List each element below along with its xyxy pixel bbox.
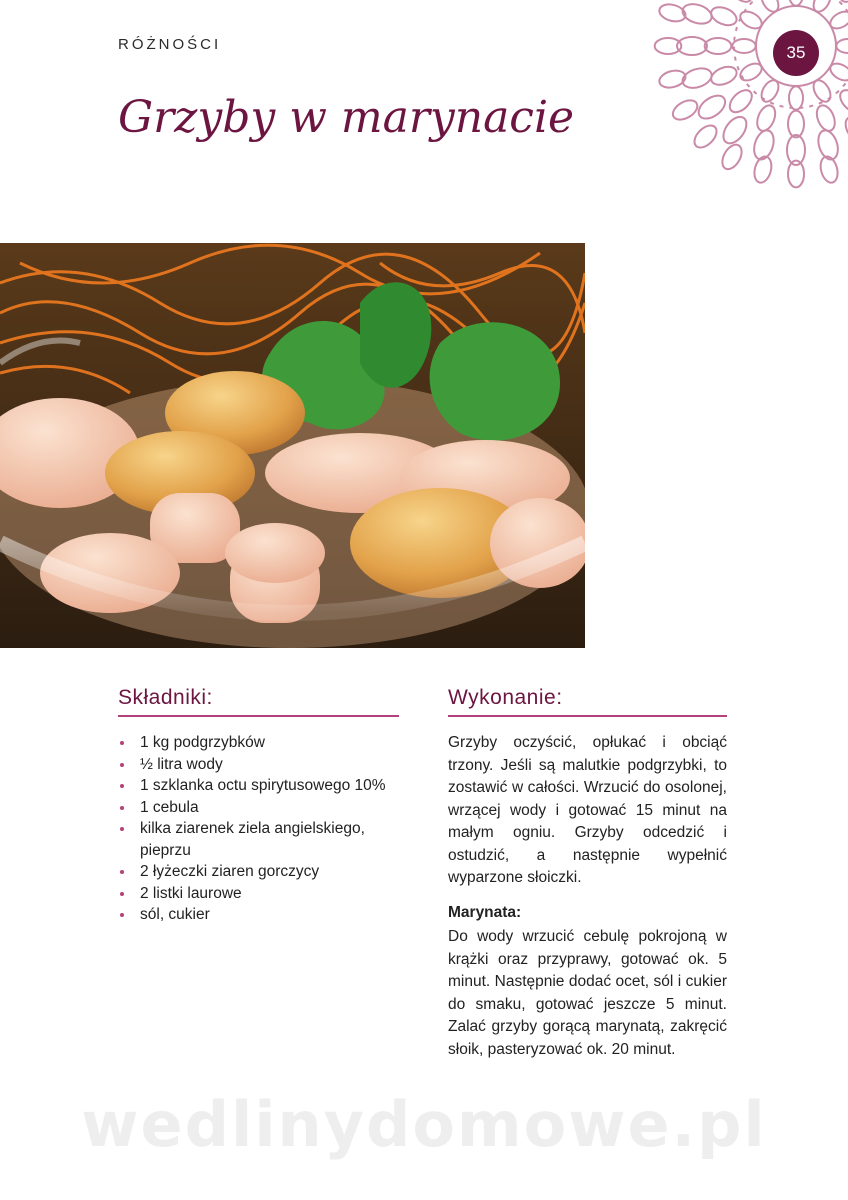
ingredient-item: 1 cebula (118, 797, 408, 819)
ingredients-rule (118, 715, 399, 717)
ingredient-item: 2 łyżeczki ziaren gorczycy (118, 861, 408, 883)
ingredients-heading: Składniki: (118, 686, 213, 709)
recipe-title: Grzyby w marynacie (118, 92, 575, 143)
ingredient-item: 1 szklanka octu spirytusowego 10% (118, 775, 408, 797)
method-rule (448, 715, 727, 717)
method-text: Grzyby oczyścić, opłukać i obciąć trzony. Jeśli są malutkie podgrzybki, to zostawić w całości. Wrzucić do osolonej, wrzącej wody i gotować 15 minut na małym ogniu. Grzyby odcedzić i ostudzić, a następnie wypełnić wyparzone słoiczki. (448, 734, 727, 886)
ingredient-item: 2 listki laurowe (118, 883, 408, 905)
watermark: wedlinydomowe.pl (81, 1088, 767, 1161)
ingredient-item: sól, cukier (118, 904, 408, 926)
section-label: RÓŻNOŚCI (118, 36, 222, 53)
marinade-text: Do wody wrzucić cebulę pokrojoną w krążki oraz przyprawy, gotować ok. 5 minut. Następnie dodać ocet, sól i cukier do smaku, gotować jeszcze 5 minut. Zalać grzyby gorącą marynatą, zakręcić słoik, pasteryzować ok. 20 minut. (448, 928, 727, 1058)
page-number-badge: 35 (773, 30, 819, 76)
ingredient-item: ½ litra wody (118, 754, 408, 776)
marinade-heading: Marynata: (448, 904, 522, 921)
ingredient-item: kilka ziarenek ziela angielskiego, pieprzu (118, 818, 408, 861)
mandala-ornament (620, 0, 848, 230)
method-heading: Wykonanie: (448, 686, 563, 709)
mushrooms-photo (0, 243, 585, 648)
ingredients-list (118, 732, 408, 926)
ingredient-item: 1 kg podgrzybków (118, 732, 408, 754)
